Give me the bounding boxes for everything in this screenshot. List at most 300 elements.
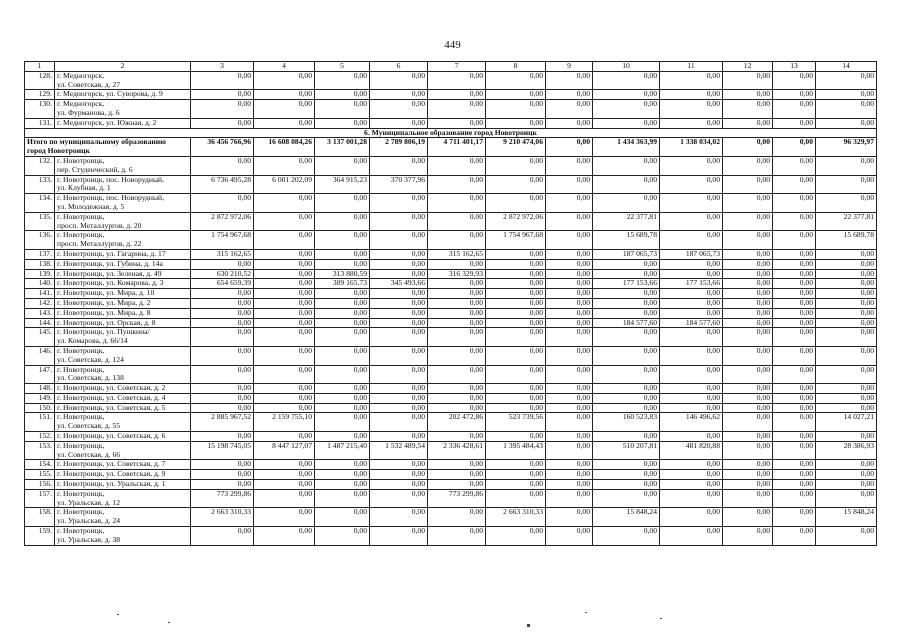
amount-cell: 0,00	[816, 460, 877, 470]
amount-cell: 0,00	[428, 231, 486, 250]
amount-cell: 0,00	[723, 384, 773, 394]
amount-cell: 0,00	[315, 318, 370, 328]
address-cell	[55, 231, 191, 250]
amount-cell: 0,00	[428, 90, 486, 100]
column-number: 3	[191, 62, 254, 72]
table-row	[25, 346, 877, 365]
amount-cell: 0,00	[370, 90, 428, 100]
amount-cell: 0,00	[486, 118, 546, 128]
address-cell	[55, 259, 191, 269]
amount-cell: 0,00	[370, 118, 428, 128]
row-number: 129.	[25, 90, 55, 100]
amount-cell: 0,00	[486, 527, 546, 546]
amount-cell: 0,00	[315, 298, 370, 308]
amount-cell: 0,00	[593, 527, 660, 546]
amount-cell: 0,00	[723, 328, 773, 347]
table-row	[25, 298, 877, 308]
amount-cell: 0,00	[593, 194, 660, 213]
amount-cell: 0,00	[773, 259, 816, 269]
amount-cell: 0,00	[191, 298, 254, 308]
amount-cell: 0,00	[315, 393, 370, 403]
amount-cell: 0,00	[773, 384, 816, 394]
amount-cell: 0,00	[546, 118, 593, 128]
amount-cell: 0,00	[816, 118, 877, 128]
amount-cell: 0,00	[370, 298, 428, 308]
amount-cell: 0,00	[315, 308, 370, 318]
amount-cell: 0,00	[486, 289, 546, 299]
amount-cell: 0,00	[315, 118, 370, 128]
amount-cell: 0,00	[773, 470, 816, 480]
amount-cell: 0,00	[546, 527, 593, 546]
amount-cell: 313 880,59	[315, 269, 370, 279]
address-line: г. Новотроицк,	[57, 412, 105, 422]
amount-cell: 0,00	[546, 231, 593, 250]
column-number: 13	[773, 62, 816, 72]
amount-cell: 0,00	[254, 212, 315, 231]
amount-cell: 0,00	[773, 289, 816, 299]
amount-cell: 0,00	[486, 393, 546, 403]
amount-cell: 364 915,23	[315, 175, 370, 194]
amount-cell: 0,00	[315, 403, 370, 413]
amount-cell: 0,00	[773, 269, 816, 279]
amount-cell: 0,00	[370, 156, 428, 175]
amount-cell: 0,00	[254, 298, 315, 308]
amount-cell: 2 872 972,06	[191, 212, 254, 231]
row-number: 144.	[25, 318, 55, 328]
total-label-line: Итого по муниципальному образованию	[27, 137, 166, 147]
row-number: 134.	[25, 194, 55, 213]
amount-cell: 0,00	[723, 346, 773, 365]
amount-cell: 0,00	[546, 403, 593, 413]
row-number: 147.	[25, 365, 55, 384]
amount-cell: 0,00	[593, 346, 660, 365]
amount-cell: 0,00	[315, 365, 370, 384]
amount-cell: 0,00	[816, 527, 877, 546]
amount-cell: 14 027,21	[816, 413, 877, 432]
amount-cell: 523 739,56	[486, 413, 546, 432]
address-line: ул. Советская, д. 66	[57, 449, 121, 459]
amount-cell: 0,00	[191, 308, 254, 318]
address-line: г. Новотроицк, ул. Уральская, д. 1	[57, 479, 166, 489]
amount-cell: 0,00	[660, 470, 723, 480]
amount-cell: 0,00	[370, 480, 428, 490]
address-line: ул. Советская, д. 27	[57, 79, 121, 89]
row-number: 130.	[25, 100, 55, 119]
address-line: ул. Советская, д. 124	[57, 354, 124, 364]
amount-cell: 0,00	[723, 118, 773, 128]
table-row	[25, 71, 877, 90]
amount-cell: 0,00	[546, 259, 593, 269]
amount-cell: 0,00	[254, 289, 315, 299]
amount-cell: 0,00	[428, 403, 486, 413]
amount-cell: 0,00	[660, 308, 723, 318]
amount-cell: 0,00	[546, 90, 593, 100]
amount-cell: 0,00	[546, 328, 593, 347]
table-row	[25, 441, 877, 460]
row-number: 148.	[25, 384, 55, 394]
address-line: г. Медногорск,	[57, 71, 105, 80]
amount-cell: 0,00	[254, 489, 315, 508]
address-line: г. Новотроицк, ул. Гагарина, д. 17	[57, 249, 166, 258]
amount-cell: 0,00	[254, 480, 315, 490]
amount-cell: 0,00	[593, 269, 660, 279]
table-row	[25, 470, 877, 480]
column-number: 12	[723, 62, 773, 72]
amount-cell: 160 523,83	[593, 413, 660, 432]
amount-cell: 0,00	[593, 308, 660, 318]
amount-cell: 0,00	[723, 393, 773, 403]
address-line: г. Новотроицк, ул. Советская, д. 2	[57, 383, 166, 393]
address-line: ул. Уральская, д. 38	[57, 534, 121, 544]
amount-cell: 0,00	[315, 432, 370, 442]
amount-cell: 0,00	[660, 393, 723, 403]
amount-cell: 0,00	[486, 279, 546, 289]
address-cell	[55, 269, 191, 279]
table-row	[25, 90, 877, 100]
amount-cell: 0,00	[723, 489, 773, 508]
address-line: г. Новотроицк, ул. Мира, д. 10	[57, 288, 155, 298]
amount-cell: 177 153,66	[660, 279, 723, 289]
amount-cell: 0,00	[191, 328, 254, 347]
amount-cell: 0,00	[660, 194, 723, 213]
amount-cell: 0,00	[593, 259, 660, 269]
table-row	[25, 118, 877, 128]
total-label-line: город Новотроицк	[27, 146, 90, 156]
amount-cell: 345 493,66	[370, 279, 428, 289]
amount-cell: 0,00	[816, 489, 877, 508]
amount-cell: 0,00	[315, 249, 370, 259]
amount-cell: 0,00	[723, 508, 773, 527]
amount-cell: 0,00	[660, 298, 723, 308]
amount-cell: 184 577,60	[660, 318, 723, 328]
address-line: просп. Металлургов, д. 22	[57, 239, 142, 249]
column-number: 7	[428, 62, 486, 72]
amount-cell: 0,00	[486, 384, 546, 394]
amount-cell: 0,00	[254, 527, 315, 546]
address-line: ул. Советская, д. 55	[57, 421, 121, 431]
amount-cell: 0,00	[593, 71, 660, 90]
amount-cell: 0,00	[428, 460, 486, 470]
amount-cell: 0,00	[660, 269, 723, 279]
row-number: 135.	[25, 212, 55, 231]
amount-cell: 0,00	[816, 384, 877, 394]
amount-cell: 0,00	[593, 365, 660, 384]
amount-cell: 0,00	[191, 156, 254, 175]
address-cell	[55, 212, 191, 231]
address-line: г. Медногорск, ул. Южная, д. 2	[57, 118, 157, 127]
amount-cell: 177 153,66	[593, 279, 660, 289]
amount-cell: 0,00	[723, 365, 773, 384]
total-amount-cell: 1 434 363,99	[593, 138, 660, 157]
amount-cell: 0,00	[370, 403, 428, 413]
table-row	[25, 194, 877, 213]
amount-cell: 0,00	[428, 118, 486, 128]
amount-cell: 0,00	[593, 393, 660, 403]
amount-cell: 0,00	[593, 460, 660, 470]
amount-cell: 2 885 967,52	[191, 413, 254, 432]
amount-cell: 0,00	[254, 71, 315, 90]
address-cell	[55, 308, 191, 318]
amount-cell: 0,00	[816, 480, 877, 490]
amount-cell: 0,00	[593, 470, 660, 480]
amount-cell: 0,00	[486, 156, 546, 175]
amount-cell: 0,00	[546, 279, 593, 289]
amount-cell: 0,00	[191, 365, 254, 384]
amount-cell: 0,00	[254, 308, 315, 318]
amount-cell: 187 065,73	[660, 249, 723, 259]
table-row	[25, 527, 877, 546]
amount-cell: 0,00	[723, 269, 773, 279]
address-line: г. Новотроицк, ул. Советская, д. 9	[57, 469, 166, 479]
amount-cell: 0,00	[191, 259, 254, 269]
address-cell	[55, 384, 191, 394]
amount-cell: 0,00	[191, 460, 254, 470]
amount-cell: 0,00	[816, 269, 877, 279]
amount-cell: 0,00	[723, 71, 773, 90]
amount-cell: 0,00	[816, 403, 877, 413]
table-row	[25, 365, 877, 384]
amount-cell: 0,00	[254, 269, 315, 279]
row-number: 139.	[25, 269, 55, 279]
amount-cell: 0,00	[254, 249, 315, 259]
amount-cell: 0,00	[593, 432, 660, 442]
address-line: г. Медногорск,	[57, 99, 105, 109]
scan-speck	[585, 612, 587, 613]
amount-cell: 0,00	[773, 212, 816, 231]
row-number: 156.	[25, 480, 55, 490]
address-cell	[55, 318, 191, 328]
address-cell	[55, 249, 191, 259]
table-row	[25, 460, 877, 470]
address-line: ул. Молодежная, д. 5	[57, 201, 125, 211]
amount-cell: 1 754 967,68	[191, 231, 254, 250]
amount-cell: 0,00	[593, 298, 660, 308]
amount-cell: 0,00	[486, 403, 546, 413]
amount-cell: 0,00	[254, 156, 315, 175]
row-number: 140.	[25, 279, 55, 289]
address-cell	[55, 365, 191, 384]
amount-cell: 0,00	[773, 298, 816, 308]
amount-cell: 0,00	[486, 328, 546, 347]
address-cell	[55, 100, 191, 119]
amount-cell: 0,00	[315, 460, 370, 470]
amount-cell: 0,00	[315, 470, 370, 480]
amount-cell: 0,00	[428, 308, 486, 318]
amount-cell: 1 487 215,40	[315, 441, 370, 460]
total-amount-cell: 96 329,97	[816, 138, 877, 157]
amount-cell: 0,00	[816, 470, 877, 480]
amount-cell: 0,00	[593, 118, 660, 128]
amount-cell: 0,00	[428, 298, 486, 308]
scan-speck	[660, 618, 662, 619]
total-amount-cell: 16 608 084,26	[254, 138, 315, 157]
amount-cell: 0,00	[254, 259, 315, 269]
amount-cell: 0,00	[816, 279, 877, 289]
amount-cell: 0,00	[723, 413, 773, 432]
amount-cell: 0,00	[660, 175, 723, 194]
amount-cell: 0,00	[428, 71, 486, 90]
address-line: г. Медногорск, ул. Суворова, д. 9	[57, 89, 163, 99]
amount-cell: 0,00	[660, 71, 723, 90]
amount-cell: 0,00	[816, 249, 877, 259]
address-line: ул. Клубная, д. 1	[57, 183, 111, 193]
amount-cell: 15 198 745,05	[191, 441, 254, 460]
amount-cell: 0,00	[315, 259, 370, 269]
table-row	[25, 318, 877, 328]
amount-cell: 0,00	[546, 71, 593, 90]
amount-cell: 0,00	[254, 118, 315, 128]
row-number: 149.	[25, 393, 55, 403]
amount-cell: 0,00	[428, 212, 486, 231]
row-number: 136.	[25, 231, 55, 250]
address-line: г. Новотроицк, ул. Зеленая, д. 49	[57, 269, 162, 278]
amount-cell: 370 377,96	[370, 175, 428, 194]
amount-cell: 0,00	[486, 71, 546, 90]
amount-cell: 0,00	[428, 100, 486, 119]
row-number: 132.	[25, 156, 55, 175]
address-cell	[55, 432, 191, 442]
amount-cell: 0,00	[370, 71, 428, 90]
amount-cell: 0,00	[370, 508, 428, 527]
amount-cell: 28 386,93	[816, 441, 877, 460]
table-row	[25, 175, 877, 194]
row-number: 141.	[25, 289, 55, 299]
amount-cell: 0,00	[773, 156, 816, 175]
amount-cell: 0,00	[546, 318, 593, 328]
amount-cell: 0,00	[254, 279, 315, 289]
table-row	[25, 480, 877, 490]
scan-speck	[527, 624, 530, 627]
amount-cell: 0,00	[546, 289, 593, 299]
amount-cell: 0,00	[723, 460, 773, 470]
amount-cell: 315 162,65	[428, 249, 486, 259]
amount-cell: 0,00	[191, 71, 254, 90]
amount-cell: 309 165,73	[315, 279, 370, 289]
amount-cell: 0,00	[315, 90, 370, 100]
address-cell	[55, 328, 191, 347]
amount-cell: 0,00	[593, 100, 660, 119]
address-line: г. Новотроицк, ул. Советская, д. 6	[57, 431, 166, 441]
row-number: 138.	[25, 259, 55, 269]
amount-cell: 0,00	[428, 328, 486, 347]
amount-cell: 0,00	[370, 346, 428, 365]
amount-cell: 0,00	[660, 460, 723, 470]
amount-cell: 0,00	[660, 289, 723, 299]
amount-cell: 0,00	[816, 393, 877, 403]
amount-cell: 0,00	[486, 269, 546, 279]
amount-cell: 0,00	[773, 249, 816, 259]
total-amount-cell: 0,00	[723, 138, 773, 157]
amount-cell: 0,00	[315, 489, 370, 508]
address-line: пер. Студенческий, д. 6	[57, 164, 133, 174]
address-line: г. Новотроицк,	[57, 156, 105, 165]
amount-cell: 0,00	[546, 470, 593, 480]
total-row	[25, 138, 877, 157]
amount-cell: 2 663 310,33	[191, 508, 254, 527]
amount-cell: 0,00	[191, 527, 254, 546]
amount-cell: 0,00	[816, 289, 877, 299]
address-line: г. Новотроицк,	[57, 441, 105, 450]
address-line: ул. Комарова, д. 66/14	[57, 336, 128, 346]
row-number: 133.	[25, 175, 55, 194]
amount-cell: 510 207,81	[593, 441, 660, 460]
amount-cell: 0,00	[546, 441, 593, 460]
amount-cell: 0,00	[315, 289, 370, 299]
amount-cell: 0,00	[660, 118, 723, 128]
amount-cell: 1 754 967,68	[486, 231, 546, 250]
amount-cell: 0,00	[816, 365, 877, 384]
amount-cell: 0,00	[254, 403, 315, 413]
amount-cell: 0,00	[428, 365, 486, 384]
amount-cell: 0,00	[723, 249, 773, 259]
row-number: 137.	[25, 249, 55, 259]
amount-cell: 0,00	[254, 90, 315, 100]
table-row	[25, 489, 877, 508]
amount-cell: 0,00	[315, 194, 370, 213]
address-line: г. Новотроицк, ул. Мира, д. 2	[57, 298, 151, 307]
amount-cell: 0,00	[816, 318, 877, 328]
amount-cell: 0,00	[773, 508, 816, 527]
row-number: 154.	[25, 460, 55, 470]
amount-cell: 0,00	[546, 269, 593, 279]
row-number: 146.	[25, 346, 55, 365]
amount-cell: 315 162,65	[191, 249, 254, 259]
amount-cell: 0,00	[191, 393, 254, 403]
amount-cell: 0,00	[773, 403, 816, 413]
amount-cell: 0,00	[191, 480, 254, 490]
address-line: г. Новотроицк,	[57, 526, 105, 536]
amount-cell: 0,00	[370, 413, 428, 432]
row-number: 145.	[25, 328, 55, 347]
amount-cell: 0,00	[486, 308, 546, 318]
amount-cell: 0,00	[660, 156, 723, 175]
amount-cell: 0,00	[191, 118, 254, 128]
row-number: 159.	[25, 527, 55, 546]
address-cell	[55, 194, 191, 213]
column-number: 8	[486, 62, 546, 72]
address-line: ул. Уральская, д. 24	[57, 516, 121, 526]
amount-cell: 0,00	[315, 384, 370, 394]
amount-cell: 0,00	[773, 175, 816, 194]
amount-cell: 0,00	[486, 318, 546, 328]
amount-cell: 0,00	[660, 328, 723, 347]
amount-cell: 0,00	[254, 393, 315, 403]
amount-cell: 0,00	[315, 413, 370, 432]
table-row	[25, 393, 877, 403]
amount-cell: 0,00	[816, 346, 877, 365]
amount-cell: 2 159 755,10	[254, 413, 315, 432]
column-number: 11	[660, 62, 723, 72]
amount-cell: 0,00	[816, 194, 877, 213]
amount-cell: 0,00	[660, 432, 723, 442]
section-title: 6. Муниципальное образование город Новотроицк	[25, 128, 877, 138]
amount-cell: 0,00	[191, 470, 254, 480]
row-number: 143.	[25, 308, 55, 318]
address-cell	[55, 175, 191, 194]
amount-cell: 0,00	[723, 90, 773, 100]
amount-cell: 0,00	[816, 175, 877, 194]
amount-cell: 481 820,88	[660, 441, 723, 460]
address-line: г. Новотроицк, ул. Советская, д. 7	[57, 459, 166, 469]
address-line: ул. Фурманова, д. 6	[57, 107, 120, 117]
amount-cell: 0,00	[191, 318, 254, 328]
amount-cell: 0,00	[486, 298, 546, 308]
amount-cell: 1 395 484,43	[486, 441, 546, 460]
address-line: г. Новотроицк, ул. Советская, д. 5	[57, 403, 166, 412]
column-number: 14	[816, 62, 877, 72]
amount-cell: 0,00	[773, 231, 816, 250]
amount-cell: 0,00	[773, 71, 816, 90]
